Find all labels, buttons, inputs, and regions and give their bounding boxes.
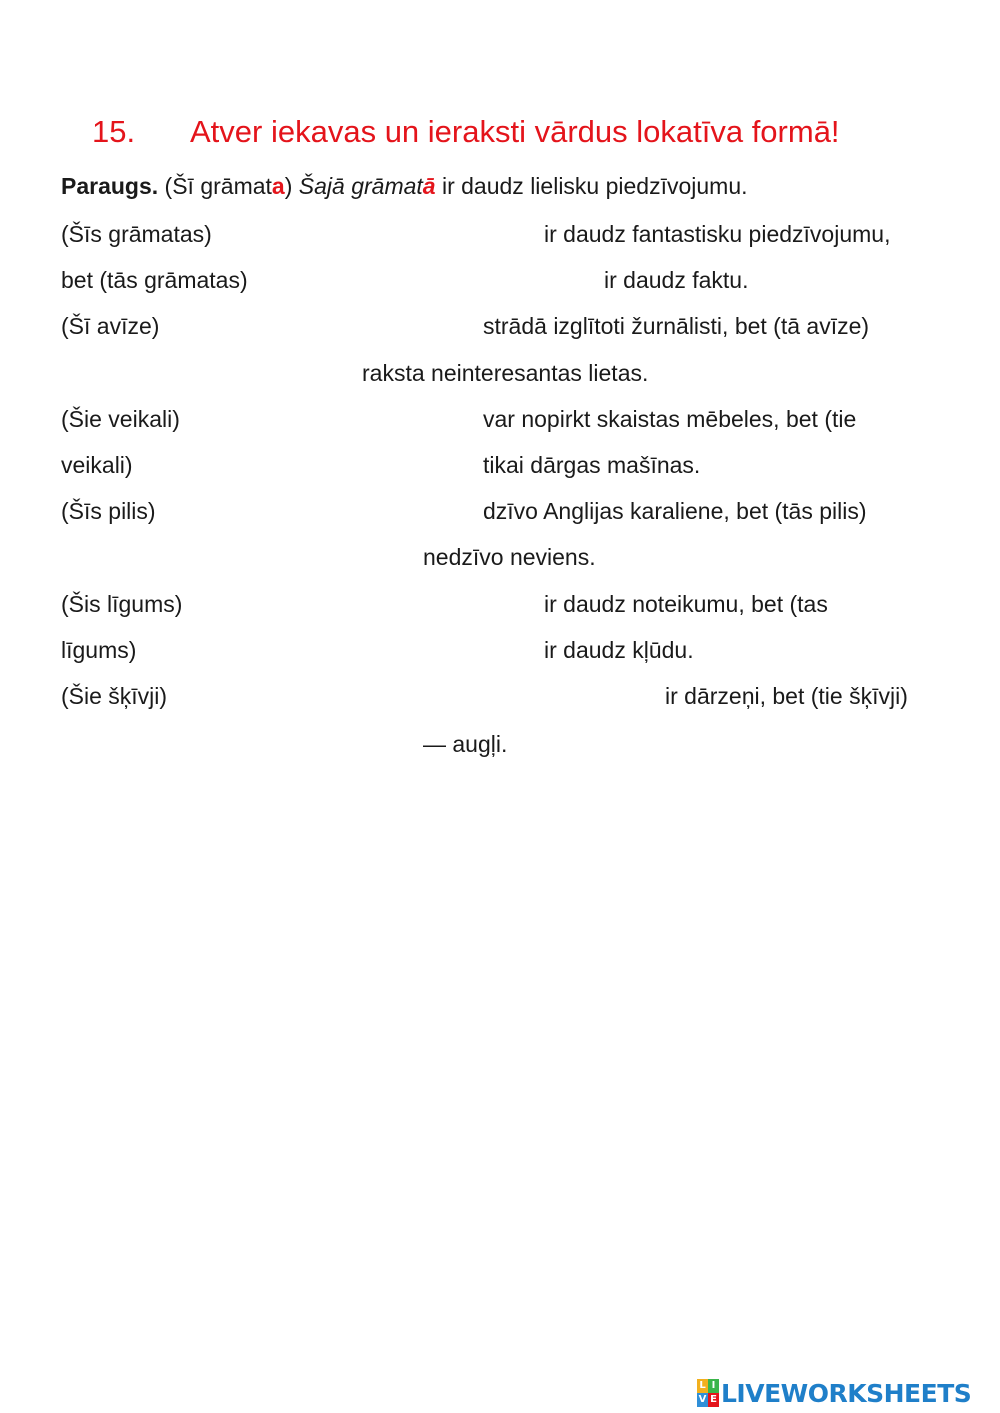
sentence-right: tikai dārgas mašīnas. — [483, 452, 701, 478]
sentence-right: ir daudz faktu. — [604, 267, 749, 293]
sentence-left: veikali) — [61, 452, 133, 478]
liveworksheets-logo — [697, 1378, 971, 1408]
sentence-right: dzīvo Anglijas karaliene, bet (tās pilis) — [483, 498, 867, 524]
sentence-left: (Šis līgums) — [61, 591, 183, 617]
logo-text: LIVEWORKSHEETS — [721, 1378, 972, 1408]
sentence-right: ir daudz noteikumu, bet (tas — [544, 591, 828, 617]
sentence-left: bet (tās grāmatas) — [61, 267, 248, 293]
sentence-right: ir daudz fantastisku piedzīvojumu, — [544, 221, 891, 247]
sentence-right: ir daudz kļūdu. — [544, 637, 694, 663]
example-prompt: (Šī grāmata) — [164, 173, 293, 199]
sentence-right: ir dārzeņi, bet (tie šķīvji) — [665, 683, 908, 709]
sentence-continuation: nedzīvo neviens. — [423, 544, 596, 570]
exercise-number: 15. — [92, 114, 136, 149]
exercise-heading — [92, 114, 840, 150]
example-line — [61, 172, 748, 200]
sentence-right: strādā izglītoti žurnālisti, bet (tā avīze) — [483, 313, 870, 339]
sentence-continuation: — augļi. — [423, 731, 508, 757]
example-label: Paraugs. — [61, 173, 159, 199]
exercise-title: Atver iekavas un ieraksti vārdus lokatīva formā! — [190, 114, 840, 149]
sentence-continuation: raksta neinteresantas lietas. — [362, 360, 649, 386]
sentence-left: (Šī avīze) — [61, 313, 160, 339]
sentence-left: (Šīs pilis) — [61, 498, 156, 524]
sentence-left: (Šie veikali) — [61, 406, 180, 432]
sentence-left: (Šie šķīvji) — [61, 683, 168, 709]
sentence-left: līgums) — [61, 637, 137, 663]
logo-mark-icon: L I V E — [697, 1379, 719, 1407]
example-rest: ir daudz lielisku piedzīvojumu. — [435, 173, 748, 199]
example-answer: Šajā grāmatā — [298, 173, 436, 199]
sentence-right: var nopirkt skaistas mēbeles, bet (tie — [483, 406, 857, 432]
sentence-left: (Šīs grāmatas) — [61, 221, 212, 247]
